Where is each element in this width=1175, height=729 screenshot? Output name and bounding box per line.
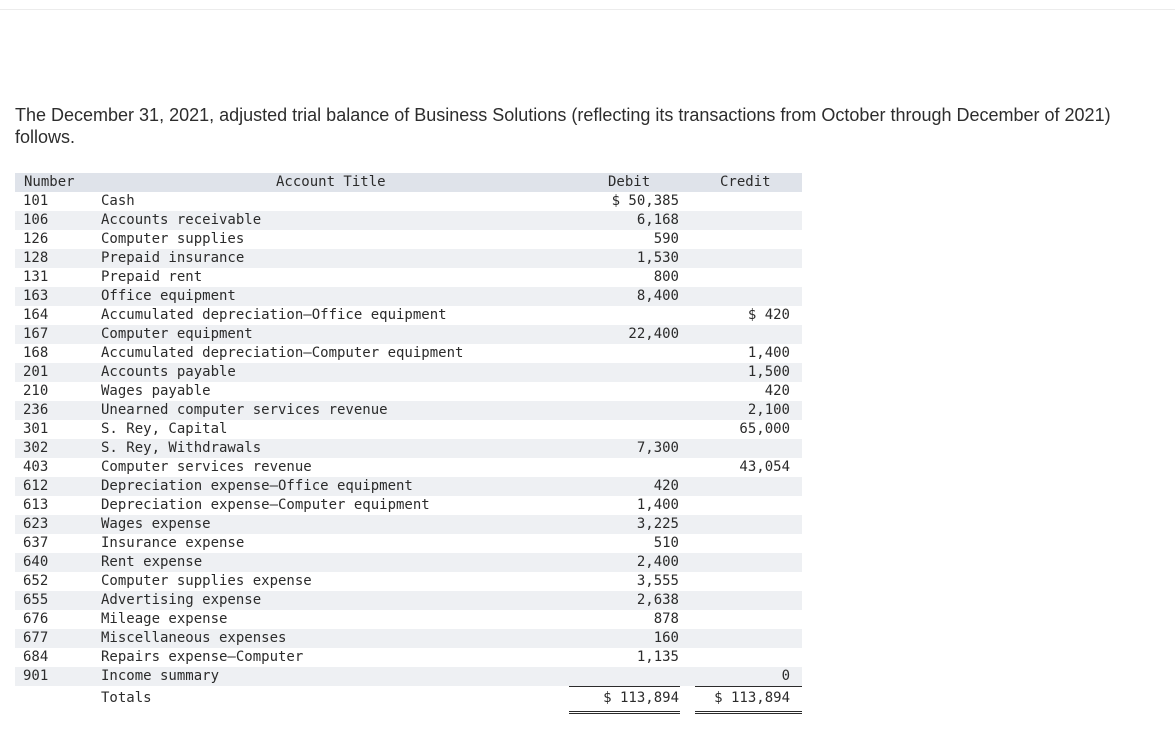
account-title: Prepaid insurance xyxy=(101,250,245,266)
account-number: 163 xyxy=(23,288,49,304)
table-row xyxy=(15,325,802,344)
totals-label: Totals xyxy=(101,690,152,706)
account-number: 623 xyxy=(23,516,49,532)
credit-double-rule-upper xyxy=(695,711,802,712)
header-account-title: Account Title xyxy=(276,174,386,190)
account-title: Mileage expense xyxy=(101,611,228,627)
account-number: 677 xyxy=(23,630,49,646)
table-row xyxy=(15,382,802,401)
account-number: 613 xyxy=(23,497,49,513)
table-row xyxy=(15,439,802,458)
account-title: Computer equipment xyxy=(101,326,253,342)
account-number: 676 xyxy=(23,611,49,627)
account-number: 655 xyxy=(23,592,49,608)
account-title: Accounts receivable xyxy=(101,212,262,228)
table-row xyxy=(15,420,802,439)
account-number: 901 xyxy=(23,668,49,684)
account-number: 637 xyxy=(23,535,49,551)
account-title: Office equipment xyxy=(101,288,236,304)
table-row xyxy=(15,230,802,249)
debit-amount: 1,400 xyxy=(636,497,679,513)
account-title: Prepaid rent xyxy=(101,269,203,285)
totals-debit: $ 113,894 xyxy=(603,690,679,706)
account-number: 164 xyxy=(23,307,49,323)
debit-amount: 590 xyxy=(653,231,679,247)
account-title: Rent expense xyxy=(101,554,203,570)
table-row xyxy=(15,211,802,230)
account-number: 126 xyxy=(23,231,49,247)
debit-amount: 2,400 xyxy=(636,554,679,570)
header-credit: Credit xyxy=(720,174,771,190)
table-row xyxy=(15,458,802,477)
totals-credit: $ 113,894 xyxy=(714,690,790,706)
header-number: Number xyxy=(24,174,75,190)
table-row xyxy=(15,667,802,686)
account-number: 302 xyxy=(23,440,49,456)
debit-amount: 160 xyxy=(653,630,679,646)
debit-amount: 3,225 xyxy=(636,516,679,532)
account-title: Insurance expense xyxy=(101,535,245,551)
account-number: 128 xyxy=(23,250,49,266)
debit-double-rule-lower xyxy=(569,713,680,714)
table-row xyxy=(15,496,802,515)
table-row xyxy=(15,515,802,534)
account-title: Unearned computer services revenue xyxy=(101,402,388,418)
credit-amount: 65,000 xyxy=(739,421,790,437)
account-title: Accounts payable xyxy=(101,364,236,380)
table-row xyxy=(15,648,802,667)
debit-amount: 8,400 xyxy=(636,288,679,304)
debit-amount: 7,300 xyxy=(636,440,679,456)
account-number: 403 xyxy=(23,459,49,475)
credit-total-rule xyxy=(695,686,802,687)
totals-row xyxy=(15,686,802,711)
account-title: Wages payable xyxy=(101,383,211,399)
table-row xyxy=(15,553,802,572)
table-row xyxy=(15,477,802,496)
table-header-row xyxy=(15,173,802,192)
debit-amount: 22,400 xyxy=(628,326,679,342)
account-title: Miscellaneous expenses xyxy=(101,630,287,646)
account-title: S. Rey, Withdrawals xyxy=(101,440,262,456)
table-row xyxy=(15,249,802,268)
account-number: 684 xyxy=(23,649,49,665)
account-title: Accumulated depreciation—Office equipment xyxy=(101,307,447,323)
table-row xyxy=(15,192,802,211)
account-title: Depreciation expense—Office equipment xyxy=(101,478,413,494)
table-row xyxy=(15,629,802,648)
intro-paragraph: The December 31, 2021, adjusted trial balance of Business Solutions (reflecting its transactions from October through December of 2021) follows. xyxy=(15,105,1111,147)
account-number: 210 xyxy=(23,383,49,399)
table-row xyxy=(15,287,802,306)
account-number: 301 xyxy=(23,421,49,437)
table-row xyxy=(15,610,802,629)
account-number: 167 xyxy=(23,326,49,342)
debit-double-rule-upper xyxy=(569,711,680,712)
table-row xyxy=(15,591,802,610)
credit-amount: 43,054 xyxy=(739,459,790,475)
account-title: S. Rey, Capital xyxy=(101,421,228,437)
debit-total-rule xyxy=(569,686,680,687)
account-number: 640 xyxy=(23,554,49,570)
account-number: 101 xyxy=(23,193,49,209)
credit-amount: 2,100 xyxy=(747,402,790,418)
debit-amount: 800 xyxy=(653,269,679,285)
debit-amount: 1,135 xyxy=(636,649,679,665)
table-row xyxy=(15,401,802,420)
credit-amount: 1,500 xyxy=(747,364,790,380)
account-title: Computer supplies expense xyxy=(101,573,312,589)
account-number: 106 xyxy=(23,212,49,228)
table-row xyxy=(15,572,802,591)
table-body xyxy=(15,192,802,686)
account-title: Income summary xyxy=(101,668,220,684)
debit-amount: 2,638 xyxy=(636,592,679,608)
account-title: Depreciation expense—Computer equipment xyxy=(101,497,430,513)
debit-amount: 3,555 xyxy=(636,573,679,589)
account-number: 612 xyxy=(23,478,49,494)
credit-amount: 0 xyxy=(781,668,790,684)
account-title: Advertising expense xyxy=(101,592,262,608)
header-debit: Debit xyxy=(608,174,651,190)
table-row xyxy=(15,268,802,287)
account-number: 652 xyxy=(23,573,49,589)
table-row xyxy=(15,534,802,553)
account-number: 131 xyxy=(23,269,49,285)
credit-amount: $ 420 xyxy=(747,307,790,323)
account-title: Accumulated depreciation—Computer equipment xyxy=(101,345,464,361)
table-row xyxy=(15,363,802,382)
account-title: Cash xyxy=(101,193,135,209)
debit-amount: $ 50,385 xyxy=(611,193,679,209)
account-number: 201 xyxy=(23,364,49,380)
debit-amount: 878 xyxy=(653,611,679,627)
account-title: Wages expense xyxy=(101,516,211,532)
credit-amount: 1,400 xyxy=(747,345,790,361)
debit-amount: 510 xyxy=(653,535,679,551)
trial-balance-table xyxy=(15,173,802,711)
debit-amount: 1,530 xyxy=(636,250,679,266)
table-row xyxy=(15,344,802,363)
account-title: Repairs expense—Computer xyxy=(101,649,304,665)
account-title: Computer services revenue xyxy=(101,459,312,475)
top-divider xyxy=(0,9,1175,10)
credit-amount: 420 xyxy=(764,383,790,399)
debit-amount: 6,168 xyxy=(636,212,679,228)
table-row xyxy=(15,306,802,325)
debit-amount: 420 xyxy=(653,478,679,494)
account-title: Computer supplies xyxy=(101,231,245,247)
credit-double-rule-lower xyxy=(695,713,802,714)
account-number: 168 xyxy=(23,345,49,361)
account-number: 236 xyxy=(23,402,49,418)
